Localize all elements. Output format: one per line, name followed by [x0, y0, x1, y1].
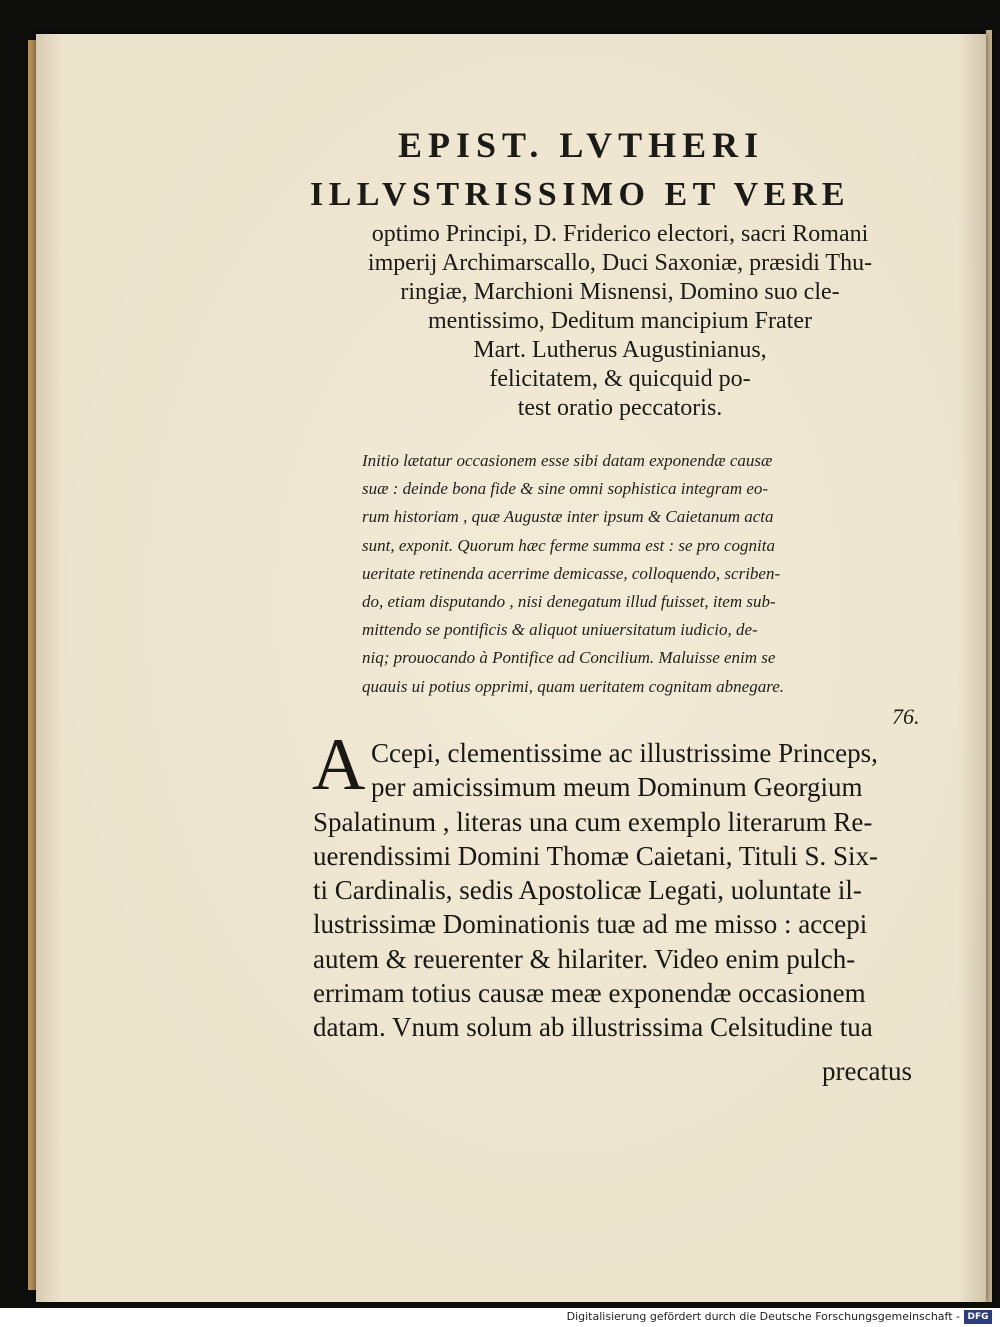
- body-line: autem & reuerenter & hilariter. Video enim pulch-: [313, 943, 856, 974]
- body-line: Spalatinum , literas una cum exemplo literarum Re-: [313, 806, 873, 837]
- heading-subtitle: ILLVSTRISSIMO ET VERE: [310, 176, 851, 213]
- dedication-line: ringiæ, Marchioni Misnensi, Domino suo cle-: [400, 279, 840, 305]
- body-line: per amicissimum meum Dominum Georgium: [371, 772, 863, 803]
- dedication-block: [296, 220, 944, 423]
- body-line: Ccepi, clementissime ac illustrissime Princeps,: [371, 738, 878, 768]
- dedication-line: mentissimo, Deditum mancipium Frater: [428, 308, 812, 334]
- argument-line: ueritate retinenda acerrime demicasse, colloquendo, scriben-: [362, 563, 781, 583]
- body-line: lustrissimæ Dominationis tuæ ad me misso : accepi: [313, 909, 868, 940]
- catchword: precatus: [822, 1056, 912, 1086]
- argument-line: quauis ui potius opprimi, quam ueritatem cognitam abnegare.: [362, 676, 784, 696]
- argument-summary: [362, 447, 882, 701]
- body-line: datam. Vnum solum ab illustrissima Celsitudine tua: [313, 1012, 873, 1043]
- dfg-logo: DFG: [964, 1310, 992, 1324]
- argument-line: sunt, exponit. Quorum hæc ferme summa est : se pro cognita: [362, 535, 775, 555]
- argument-line: do, etiam disputando , nisi denegatum illud fuisset, item sub-: [362, 592, 776, 612]
- dedication-line: Mart. Lutherus Augustinianus,: [473, 337, 767, 363]
- argument-line: rum historiam , quæ Augustæ inter ipsum & Caietanum acta: [362, 507, 774, 527]
- body-line: ti Cardinalis, sedis Apostolicæ Legati, uoluntate il-: [313, 875, 862, 906]
- dedication-line: optimo Principi, D. Friderico electori, sacri Romani: [371, 221, 869, 247]
- page-left-edge: [28, 40, 36, 1290]
- footer-credit: Digitalisierung gefördert durch die Deutsche Forschungsgemeinschaft -: [566, 1310, 960, 1323]
- argument-line: Initio lætatur occasionem esse sibi datam exponendæ causæ: [362, 451, 773, 470]
- drop-cap-initial: A: [312, 724, 366, 806]
- dedication-line: test oratio peccatoris.: [517, 395, 723, 421]
- heading-title: EPIST. LVTHERI: [398, 125, 765, 165]
- letter-body: [313, 736, 935, 1045]
- body-line: errimam totius causæ meæ exponendæ occasionem: [313, 978, 866, 1009]
- dedication-line: felicitatem, & quicquid po-: [489, 366, 751, 392]
- argument-line: mittendo se pontificis & aliquot uniuersitatum iudicio, de-: [362, 620, 758, 640]
- page-right-edge: [986, 30, 992, 1302]
- dedication-line: imperij Archimarscallo, Duci Saxoniæ, præsidi Thu-: [367, 250, 873, 276]
- marginal-page-number: 76.: [892, 704, 920, 729]
- body-line: uerendissimi Domini Thomæ Caietani, Tituli S. Six-: [313, 840, 879, 871]
- argument-line: suæ : deinde bona fide & sine omni sophistica integram eo-: [362, 479, 769, 499]
- argument-line: niq; prouocando à Pontifice ad Concilium. Maluisse enim se: [362, 648, 776, 668]
